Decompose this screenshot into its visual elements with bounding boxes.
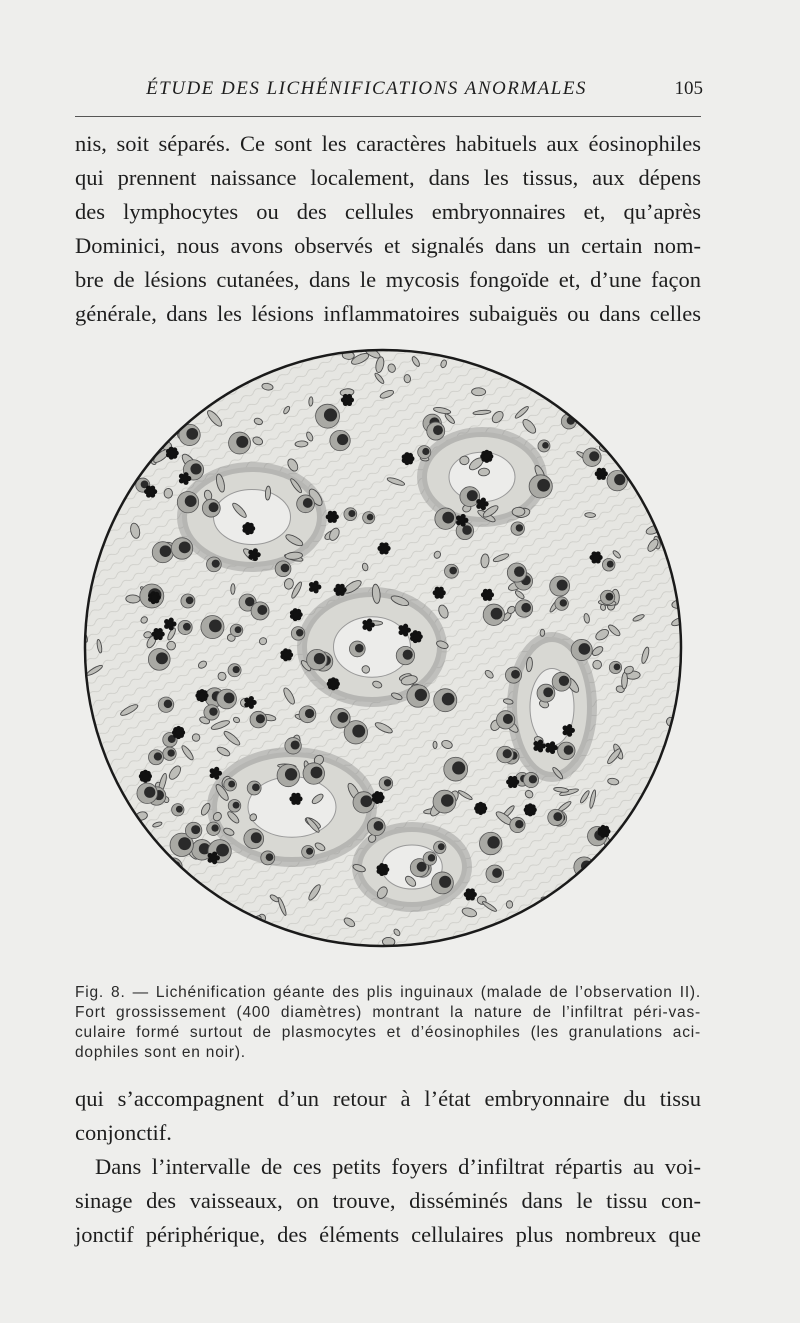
plasmocyte-nucleus: [228, 781, 235, 788]
fibroblast-nucleus: [118, 476, 132, 486]
fibroblast-nucleus: [472, 349, 481, 355]
plasmocyte-nucleus: [183, 623, 191, 631]
fibroblast-nucleus: [231, 584, 235, 595]
eosinophil-core: [246, 525, 252, 531]
plasmocyte-nucleus: [588, 400, 601, 413]
body-paragraph-bottom: [75, 1082, 701, 1252]
plasmocyte-nucleus: [553, 812, 562, 821]
fibroblast-nucleus: [665, 502, 683, 510]
plasmocyte-nucleus: [179, 541, 191, 553]
plasmocyte-nucleus: [216, 844, 229, 857]
plasmocyte-nucleus: [233, 802, 240, 809]
plasmocyte-nucleus: [291, 740, 300, 749]
running-title: ÉTUDE DES LICHÉNIFICATIONS ANORMALES: [146, 78, 587, 99]
fibroblast-nucleus: [113, 495, 120, 509]
text-line: générale, dans les lésions inflammatoires subaiguës ou dans celles: [75, 301, 701, 326]
fibroblast-nucleus: [633, 360, 652, 374]
eosinophil-core: [182, 475, 188, 481]
fibroblast-nucleus: [98, 365, 112, 372]
plasmocyte-nucleus: [306, 848, 313, 855]
fibroblast-nucleus: [646, 397, 653, 405]
fibroblast-nucleus: [644, 433, 653, 443]
plasmocyte-nucleus: [285, 768, 297, 780]
plasmocyte-nucleus: [487, 836, 499, 848]
eosinophil-core: [199, 693, 205, 699]
fibroblast-nucleus: [84, 418, 97, 433]
plasmocyte-nucleus: [367, 514, 374, 521]
eosinophil-core: [405, 456, 411, 462]
plasmocyte-nucleus: [256, 714, 265, 723]
plasmocyte-nucleus: [209, 707, 217, 715]
eosinophil-core: [381, 545, 387, 551]
fibroblast-nucleus: [678, 352, 684, 359]
plasmocyte-nucleus: [384, 779, 391, 786]
plasmocyte-nucleus: [236, 436, 248, 448]
plasmocyte-nucleus: [515, 820, 523, 828]
eosinophil-core: [210, 855, 216, 861]
plasmocyte-nucleus: [212, 560, 220, 568]
eosinophil-core: [312, 584, 318, 590]
eosinophil-granule: [160, 398, 165, 403]
plasmocyte-nucleus: [529, 775, 537, 783]
plasmocyte-nucleus: [176, 806, 183, 813]
eosinophil-core: [484, 592, 490, 598]
eosinophil-core: [510, 779, 516, 785]
eosinophil-core: [601, 828, 607, 834]
plasmocyte-nucleus: [355, 644, 364, 653]
fibroblast-nucleus: [549, 939, 563, 949]
plasmocyte-nucleus: [235, 626, 242, 633]
eosinophil-core: [142, 773, 148, 779]
plasmocyte-nucleus: [428, 854, 435, 861]
page-header: [75, 78, 703, 108]
plasmocyte-nucleus: [281, 564, 290, 573]
plasmocyte-nucleus: [614, 663, 621, 670]
eosinophil-core: [436, 590, 442, 596]
plasmocyte-nucleus: [303, 498, 313, 508]
plasmocyte-nucleus: [403, 650, 413, 660]
plasmocyte-nucleus: [352, 725, 365, 738]
plasmocyte-nucleus: [559, 676, 569, 686]
plasmocyte-nucleus: [462, 525, 472, 535]
caption-line: Fig. 8. — Lichénification géante des plis inguinaux (malade de l’observation II).: [75, 984, 701, 1001]
plasmocyte-nucleus: [492, 868, 502, 878]
plasmocyte-nucleus: [442, 693, 455, 706]
eosinophil-core: [176, 729, 182, 735]
fibroblast-nucleus: [540, 629, 545, 636]
fibroblast-nucleus: [512, 507, 525, 516]
plasmocyte-nucleus: [257, 605, 267, 615]
text-line: qui prennent naissance localement, dans les tissus, aux dépens: [75, 165, 701, 190]
fibroblast-nucleus: [404, 374, 411, 383]
fibroblast-nucleus: [136, 349, 154, 364]
fibroblast-nucleus: [127, 422, 141, 442]
plasmocyte-nucleus: [178, 837, 191, 850]
fibroblast-nucleus: [178, 373, 198, 381]
fibroblast-nucleus: [627, 410, 640, 425]
plasmocyte-nucleus: [311, 767, 323, 779]
text-line: sinage des vaisseaux, on trouve, disséminés dans le tissu con-: [75, 1188, 701, 1213]
eosinophil-core: [527, 807, 533, 813]
plasmocyte-nucleus: [160, 545, 172, 557]
fibroblast-nucleus: [621, 672, 628, 689]
eosinophil-core: [163, 395, 169, 401]
fibroblast-nucleus: [656, 898, 674, 912]
eosinophil-core: [330, 681, 336, 687]
plasmocyte-nucleus: [607, 561, 614, 568]
plasmocyte-nucleus: [516, 524, 523, 531]
fibroblast-nucleus: [82, 557, 90, 570]
fibroblast-nucleus: [629, 442, 643, 454]
fibroblast-nucleus: [126, 384, 137, 393]
fibroblast-nucleus: [126, 595, 140, 604]
text-line: Dans l’intervalle de ces petits foyers d’infiltrat répartis au voi-: [95, 1154, 701, 1179]
eosinophil-core: [293, 612, 299, 618]
plasmocyte-nucleus: [154, 752, 162, 760]
plasmocyte-nucleus: [251, 832, 262, 843]
eosinophil-core: [375, 795, 381, 801]
fibroblast-nucleus: [107, 804, 114, 814]
fibroblast-nucleus: [503, 350, 512, 359]
fibroblast-nucleus: [593, 660, 602, 669]
fibroblast-nucleus: [95, 360, 106, 369]
plasmocyte-nucleus: [296, 629, 303, 636]
fibroblast-nucleus: [82, 527, 92, 547]
eosinophil-core: [536, 743, 542, 749]
plasmocyte-nucleus: [324, 408, 337, 421]
eosinophil-granule: [165, 392, 170, 397]
text-line: bre de lésions cutanées, dans le mycosis fongoïde et, d’une façon: [75, 267, 701, 292]
text-line: Dominici, nous avons observés et signalés dans un certain nom-: [75, 233, 701, 258]
eosinophil-granule: [160, 393, 165, 398]
plasmocyte-nucleus: [614, 474, 625, 485]
fibroblast-nucleus: [670, 738, 684, 749]
fibroblast-nucleus: [130, 423, 147, 432]
plasmocyte-nucleus: [233, 666, 240, 673]
plasmocyte-nucleus: [337, 434, 348, 445]
fibroblast-nucleus: [122, 376, 142, 388]
plasmocyte-nucleus: [433, 425, 443, 435]
body-paragraph-top: [75, 127, 701, 331]
eosinophil-core: [148, 489, 154, 495]
plasmocyte-nucleus: [543, 687, 553, 697]
text-line: qui s’accompagnent d’un retour à l’état embryonnaire du tissu: [75, 1086, 701, 1111]
eosinophil-core: [337, 587, 343, 593]
eosinophil-core: [151, 595, 157, 601]
plasmocyte-nucleus: [589, 451, 599, 461]
fibroblast-nucleus: [309, 397, 314, 407]
plasmocyte-nucleus: [503, 749, 512, 758]
fibroblast-nucleus: [659, 347, 668, 359]
fibroblast-nucleus: [668, 792, 684, 800]
caption-line: culaire formé surtout de plasmocytes et d’éosinophiles (les granulations aci-: [75, 1024, 701, 1041]
header-rule: [75, 116, 701, 117]
eosinophil-core: [155, 631, 161, 637]
text-line: conjonctif.: [75, 1120, 172, 1145]
plasmocyte-nucleus: [164, 700, 172, 708]
eosinophil-core: [548, 745, 554, 751]
plasmocyte-nucleus: [191, 825, 200, 834]
eosinophil-core: [413, 634, 419, 640]
plasmocyte-nucleus: [537, 479, 550, 492]
plasmocyte-nucleus: [209, 502, 219, 512]
plasmocyte-nucleus: [503, 714, 513, 724]
eosinophil-core: [251, 552, 257, 558]
plasmocyte-nucleus: [185, 495, 197, 507]
fibroblast-nucleus: [657, 401, 667, 420]
plasmocyte-nucleus: [374, 821, 384, 831]
eosinophil-core: [459, 517, 465, 523]
eosinophil-core: [467, 891, 473, 897]
fibroblast-nucleus: [131, 367, 142, 384]
eosinophil-core: [593, 554, 599, 560]
plasmocyte-nucleus: [605, 593, 613, 601]
plasmocyte-nucleus: [224, 693, 235, 704]
figure-caption: [75, 983, 701, 1063]
plasmocyte-nucleus: [514, 566, 525, 577]
plasmocyte-nucleus: [491, 608, 503, 620]
caption-line: Fort grossissement (400 diamètres) montrant la nature de l’infiltrat péri-vas-: [75, 1004, 701, 1021]
fibroblast-nucleus: [472, 388, 486, 396]
plasmocyte-cell: [579, 396, 602, 419]
micrograph-figure: [82, 347, 684, 949]
eosinophil-core: [167, 621, 173, 627]
eosinophil-core: [484, 453, 490, 459]
plasmocyte-nucleus: [314, 653, 325, 664]
plasmocyte-nucleus: [442, 512, 454, 524]
eosinophil-core: [247, 699, 253, 705]
plasmocyte-nucleus: [211, 824, 218, 831]
fibroblast-nucleus: [433, 741, 437, 748]
fibroblast-nucleus: [161, 928, 179, 937]
plasmocyte-nucleus: [542, 442, 549, 449]
fibroblast-nucleus: [658, 824, 668, 831]
text-line: jonctif périphérique, des éléments cellulaires plus nombreux que: [75, 1222, 701, 1247]
plasmocyte-nucleus: [348, 510, 355, 517]
plasmocyte-nucleus: [415, 689, 427, 701]
eosinophil-core: [344, 397, 350, 403]
plasmocyte-nucleus: [521, 603, 531, 613]
eosinophil-core: [565, 727, 571, 733]
plasmocyte-nucleus: [449, 567, 457, 575]
eosinophil-core: [365, 622, 371, 628]
eosinophil-core: [284, 652, 290, 658]
plasmocyte-nucleus: [209, 620, 222, 633]
plasmocyte-nucleus: [439, 876, 451, 888]
fibroblast-nucleus: [152, 352, 161, 361]
fibroblast-nucleus: [506, 901, 513, 909]
fibroblast-nucleus: [663, 347, 680, 357]
plasmocyte-nucleus: [438, 843, 445, 850]
fibroblast-nucleus: [249, 347, 257, 355]
plasmocyte-nucleus: [452, 761, 465, 774]
fibroblast-nucleus: [586, 875, 603, 889]
plasmocyte-nucleus: [252, 783, 260, 791]
page-number: 105: [674, 78, 703, 99]
plasmocyte-nucleus: [441, 794, 454, 807]
histology-illustration: [82, 347, 684, 949]
plasmocyte-nucleus: [360, 795, 372, 807]
fibroblast-nucleus: [188, 375, 197, 382]
fibroblast-nucleus: [164, 488, 173, 498]
plasmocyte-nucleus: [266, 853, 274, 861]
eosinophil-core: [329, 514, 335, 520]
plasmocyte-nucleus: [579, 643, 591, 655]
plasmocyte-nucleus: [186, 596, 194, 604]
fibroblast-nucleus: [175, 398, 184, 410]
plasmocyte-nucleus: [560, 599, 567, 606]
eosinophil-granule: [165, 400, 170, 405]
plasmocyte-nucleus: [422, 448, 429, 455]
fibroblast-nucleus: [504, 920, 513, 932]
plasmocyte-nucleus: [186, 428, 198, 440]
fibroblast-nucleus: [97, 477, 105, 485]
eosinophil-core: [293, 796, 299, 802]
fibroblast-nucleus: [478, 468, 490, 476]
fibroblast-nucleus: [543, 922, 555, 937]
fibroblast-nucleus: [639, 799, 649, 814]
eosinophil-core: [478, 805, 484, 811]
text-line: des lymphocytes ou des cellules embryonnaires et, qu’après: [75, 199, 701, 224]
eosinophil-core: [598, 471, 604, 477]
plasmocyte-nucleus: [467, 490, 478, 501]
plasmocyte-nucleus: [167, 749, 174, 756]
eosinophil-granule: [168, 396, 173, 401]
plasmocyte-nucleus: [190, 463, 201, 474]
plasmocyte-nucleus: [144, 787, 155, 798]
eosinophil-core: [169, 450, 175, 456]
eosinophil-core: [479, 501, 485, 507]
plasmocyte-nucleus: [337, 712, 348, 723]
eosinophil-core: [212, 770, 218, 776]
plasmocyte-nucleus: [156, 652, 168, 664]
plasmocyte-nucleus: [305, 709, 314, 718]
fibroblast-nucleus: [242, 921, 250, 930]
fibroblast-nucleus: [585, 512, 596, 517]
plasmocyte-nucleus: [557, 580, 568, 591]
vessel-lumen: [214, 490, 291, 545]
fibroblast-nucleus: [153, 411, 172, 426]
eosinophil-core: [380, 867, 386, 873]
fibroblast-nucleus: [177, 347, 185, 352]
fibroblast-nucleus: [552, 350, 566, 364]
caption-line: dophiles sont en noir).: [75, 1044, 246, 1061]
plasmocyte-nucleus: [511, 670, 520, 679]
fibroblast-nucleus: [265, 486, 271, 500]
plasmocyte-nucleus: [564, 745, 574, 755]
eosinophil-core: [401, 627, 407, 633]
fibroblast-nucleus: [295, 441, 308, 447]
fibroblast-nucleus: [648, 826, 655, 834]
text-line: nis, soit séparés. Ce sont les caractères habituels aux éosinophiles: [75, 131, 701, 156]
